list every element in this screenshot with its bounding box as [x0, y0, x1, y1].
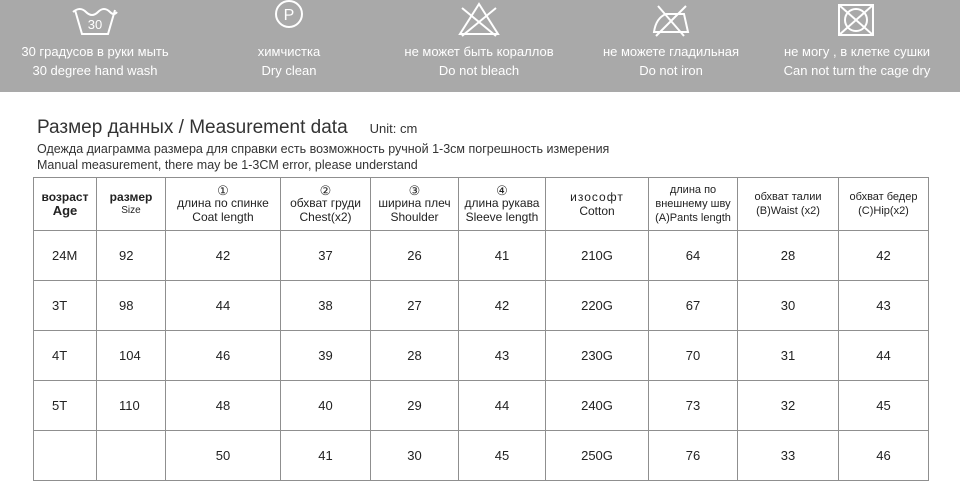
care-label-ru: не могу , в клетке сушки: [783, 44, 930, 59]
care-label-ru: 30 градусов в руки мыть: [21, 44, 169, 59]
cell-waist: 32: [738, 381, 839, 431]
measurement-table: [33, 177, 929, 481]
table-body: [34, 231, 929, 481]
cell-coat-length: 46: [166, 331, 281, 381]
cell-sleeve-length: 44: [459, 381, 546, 431]
cell-sleeve-length: 43: [459, 331, 546, 381]
cell-hip: 45: [839, 381, 929, 431]
col-header-hip: обхват бедер (C)Hip(x2): [839, 178, 929, 231]
table-row: [34, 431, 929, 481]
cell-hip: 46: [839, 431, 929, 481]
care-label-en: Dry clean: [261, 63, 317, 78]
col-header-size: размер Size: [97, 178, 166, 231]
subtitle-ru: Одежда диаграмма размера для справки есть возможность ручной 1-3см погрешность измерения: [37, 142, 610, 156]
cell-pants-length: 67: [649, 281, 738, 331]
col-header-shoulder: ③ ширина плеч Shoulder: [371, 178, 459, 231]
col-header-cotton: изософт Cotton: [546, 178, 649, 231]
cell-age: 24M: [34, 231, 97, 281]
cell-cotton: 240G: [546, 381, 649, 431]
table-row: [34, 381, 929, 431]
cell-hip: 42: [839, 231, 929, 281]
care-label-ru: химчистка: [257, 44, 321, 59]
cell-chest: 38: [281, 281, 371, 331]
cell-age: 5T: [34, 381, 97, 431]
care-label-en: Do not bleach: [438, 63, 520, 78]
cell-size: 104: [97, 331, 166, 381]
table-row: [34, 281, 929, 331]
col-header-pants-length: длина по внешнему шву (A)Pants length: [649, 178, 738, 231]
cell-cotton: 250G: [546, 431, 649, 481]
care-instructions-banner: [0, 0, 960, 92]
cell-size: 110: [97, 381, 166, 431]
cell-waist: 28: [738, 231, 839, 281]
care-label-ru: не можете гладильная: [602, 44, 740, 59]
col-header-coat-length: ① длина по спинке Coat length: [166, 178, 281, 231]
care-no-bleach: [384, 0, 574, 78]
cell-waist: 33: [738, 431, 839, 481]
cell-coat-length: 48: [166, 381, 281, 431]
dry-clean-p-icon: [194, 0, 384, 42]
cell-age: 3T: [34, 281, 97, 331]
cell-size: 98: [97, 281, 166, 331]
cell-sleeve-length: 41: [459, 231, 546, 281]
svg-text:P: P: [283, 7, 295, 24]
svg-text:30: 30: [87, 17, 103, 32]
cell-coat-length: 50: [166, 431, 281, 481]
no-tumble-dry-icon: [762, 0, 952, 42]
cell-shoulder: 26: [371, 231, 459, 281]
cell-pants-length: 73: [649, 381, 738, 431]
care-label-en: 30 degree hand wash: [32, 63, 158, 78]
cell-cotton: 220G: [546, 281, 649, 331]
no-iron-icon: [576, 0, 766, 42]
cell-chest: 40: [281, 381, 371, 431]
care-label-en: Do not iron: [639, 63, 703, 78]
subtitle-en: Manual measurement, there may be 1-3CM error, please understand: [37, 158, 418, 172]
cell-chest: 39: [281, 331, 371, 381]
cell-coat-length: 42: [166, 231, 281, 281]
col-header-sleeve-length: ④ длина рукава Sleeve length: [459, 178, 546, 231]
title-text: Размер данных / Measurement data: [37, 117, 348, 138]
care-label-ru: не может быть кораллов: [404, 44, 554, 59]
col-header-age: возраст Age: [34, 178, 97, 231]
cell-shoulder: 27: [371, 281, 459, 331]
cell-shoulder: 28: [371, 331, 459, 381]
cell-cotton: 230G: [546, 331, 649, 381]
unit-label: Unit: cm: [369, 121, 418, 136]
cell-sleeve-length: 45: [459, 431, 546, 481]
cell-hip: 44: [839, 331, 929, 381]
care-no-iron: [576, 0, 766, 78]
cell-waist: 30: [738, 281, 839, 331]
cell-pants-length: 64: [649, 231, 738, 281]
cell-age: [34, 431, 97, 481]
cell-waist: 31: [738, 331, 839, 381]
care-hand-wash: [0, 0, 190, 78]
care-dry-clean: [194, 0, 384, 78]
cell-hip: 43: [839, 281, 929, 331]
col-header-waist: обхват талии (B)Waist (x2): [738, 178, 839, 231]
col-header-chest: ② обхват груди Chest(x2): [281, 178, 371, 231]
cell-shoulder: 29: [371, 381, 459, 431]
cell-size: [97, 431, 166, 481]
hand-wash-30-icon: [0, 0, 190, 42]
cell-pants-length: 76: [649, 431, 738, 481]
cell-sleeve-length: 42: [459, 281, 546, 331]
care-label-en: Can not turn the cage dry: [783, 63, 931, 78]
cell-cotton: 210G: [546, 231, 649, 281]
cell-size: 92: [97, 231, 166, 281]
cell-shoulder: 30: [371, 431, 459, 481]
table-header-row: [34, 178, 929, 231]
cell-coat-length: 44: [166, 281, 281, 331]
cell-chest: 37: [281, 231, 371, 281]
cell-chest: 41: [281, 431, 371, 481]
cell-pants-length: 70: [649, 331, 738, 381]
table-row: [34, 331, 929, 381]
cell-age: 4T: [34, 331, 97, 381]
table-row: [34, 231, 929, 281]
no-bleach-icon: [384, 0, 574, 42]
care-no-tumble-dry: [762, 0, 952, 78]
page-title: [37, 117, 417, 139]
